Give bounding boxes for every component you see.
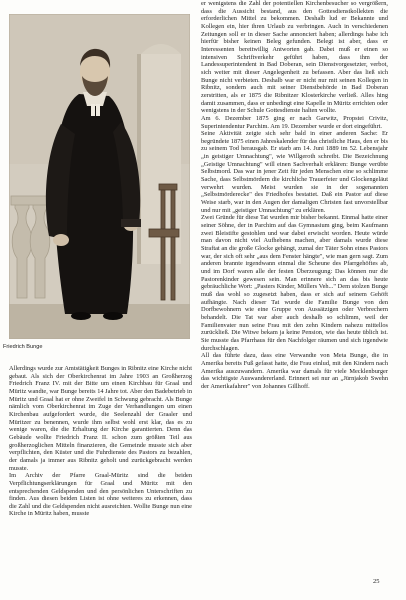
left-text-column	[9, 365, 192, 518]
paragraph: Allerdings wurde zur Amtstätigkeit Bunges in Ribnitz eine Kirche nicht gebaut. Als sich der Oberkirchenrat im Jahre 1903 an Großherzog Friedrich Franz IV. mit der Bitte um einen Kirchbau für Graal und Müritz wandte, war Bunge bereits 14 Jahre tot. Aber den Badebetrieb in Müritz und Graal hat er ohne Zweifel in Schwung gebracht. Als Bunge nämlich vom Oberkirchenrat im Zuge der Verhandlungen um einen Kirchenbau aufgefordert wurde, die Seelenzahl der Graaler und Müritzer zu benennen, wurde ihm selbst wohl erst klar, das es zu wenige waren, die die Erhaltung der Kirche garantierten. Denn das Gebäude wollte Friedrich Franz II. schon zum größten Teil aus großherzoglichen Mitteln finanzieren, die Gemeinde musste sich aber verpflichten, den Küster und die Fuhrdienste des Pastors zu bezahlen, der damals ja immer aus Ribnitz geholt und zurückgebracht werden musste.	[9, 365, 192, 472]
photo-caption: Friedrich Bunge	[3, 344, 43, 350]
paragraph: Im Archiv der Pfarre Graal-Müritz sind die beiden Verpflichtungserklärungen für Graal und Müritz mit den entsprechenden Geldspenden und den persönlichen Unterschriften zu finden. Aus diesen beiden Listen ist ohne weiteres zu erkennen, dass die Zahl und die Geldspenden nicht ausreichten. Wollte Bunge nun eine Kirche in Müritz haben, musste	[9, 472, 192, 518]
page-number: 25	[373, 578, 380, 585]
right-text-column	[201, 0, 388, 390]
paragraph: Am 6. Dezember 1875 ging er nach Garwitz, Propstei Crivitz, Superintendentur Parchim. Am 19. Dezember wurde er dort eingeführt.	[201, 114, 388, 130]
paragraph: er wenigstens die Zahl der potentiellen Kirchenbesucher so vergrößern, dass die Aussicht bestand, aus den Gottesdienstkollekten die erforderlichen Mittel zu bekommen. Deshalb lud er Bekannte und Kollegen ein, hier ihren Urlaub zu verbringen. Auch in verschiedenen Zeitungen soll er in dieser Sache annonciert haben; allerdings habe ich hierfür bisher keinen Beleg gefunden. Belegt ist aber, dass er Interessenten bereitwillig Antworten gab. Dabei muß er einen so intensiven Schriftverkehr geführt haben, dass ihm der Landessuperintendent in Bad Doberan, sein Dienstvorgesetzter, verbot, sich weiter mit dieser Angelegenheit zu befassen. Aber das ließ sich Bunge nicht verbieten. Deshalb war er nicht nur mit seinen Kollegen in Ribnitz, sondern auch mit seiner Dienstbehörde in Bad Doberan zerstritten, als er 1875 die Ribnitzer Klosterkirche verließ. Alles hing damit zusammen, dass er unbedingt eine Kapelle in Müritz errichten oder wenigstens in der Schule Gottesdienste halten wollte.	[201, 0, 388, 115]
paragraph: All das führte dazu, dass eine Verwandte von Meta Bunge, die in Amerika bereits Fuß gefasst hatte, die Frau einlud, mit den Kindern nach Amerika auszuwandern. Amerika war damals für viele Mecklenburger das wichtigste Auswandererland. Erinnert sei nur an „Jürnjakob Swehn der Amerikafahrer" von Johannes Gillhoff.	[201, 352, 388, 390]
portrait-illustration	[9, 14, 190, 339]
paragraph: Seine Aktivität zeigte sich sehr bald in einer anderen Sache: Er begründete 1875 einen Jahreskalender für das christliche Haus, den er bis zu seinem Tod herausgab. Er starb am 14. Juni 1889 im 52. Lebensjahr „in geistiger Umnachtung", wie Willgeroth schreibt. Die Bezeichnung „Geistige Umnachtung" will einen Sachverhalt erklären: Bunge verübte Selbstmord. Das war in jener Zeit für jeden Menschen eine so schlimme Sache, dass Selbstmördern die kirchliche Trauerfeier und Glockengeläut verwehrt wurden. Meist wurden sie in der sogenannten „Selbstmörderecke" des Friedhofes bestattet. Daß ein Pastor auf diese Weise starb, war in den Augen der damaligen Christen fast unvorstellbar und nur mit „geistiger Umnachtung" zu erklären.	[201, 130, 388, 214]
portrait-photo	[9, 14, 190, 339]
paragraph: Zwei Gründe für diese Tat wurden mir bisher bekannt. Einmal hatte einer seiner Söhne, der in Parchim auf das Gymnasium ging, beim Kaufmann zwei Bleistifte gestohlen und war dabei erwischt worden. Heute würde man davon nicht viel Aufhebens machen, aber damals wurde diese Straftat an die große Glocke gehängt, zumal der Täter Sohn eines Pastors war, der sich oft sehr „aus dem Fenster hängte", wie man gern sagt. Zum anderen brannte irgendwann einmal die Scheune des Pfarrgehöftes ab, und im Dorf waren alle der festen Überzeugung: Das können nur die Pastorenkinder gewesen sein. Man erinnere sich an das bis heute gebräuchliche Wort: „Pasters Kinder, Müllers Veh..." Dem stolzen Bunge muß das wohl so zugesetzt haben, dass er sich auf seinem Gehöft aufhängte. Nach dieser Tat wurde die Familie Bunge von den Dorfbewohnern wie eine Gruppe von Aussätzigen oder Verbrechern behandelt. Die Tat war aber auch deshalb so schlimm, weil der Familienvater nun seine Frau mit den zehn Kindern nahezu mittellos zurückließ. Die Witwe bekam ja keine Pension, wie das heute üblich ist. Sie musste das Pfarrhaus für den Nachfolger räumen und sich irgendwie durchschlagen.	[201, 214, 388, 352]
